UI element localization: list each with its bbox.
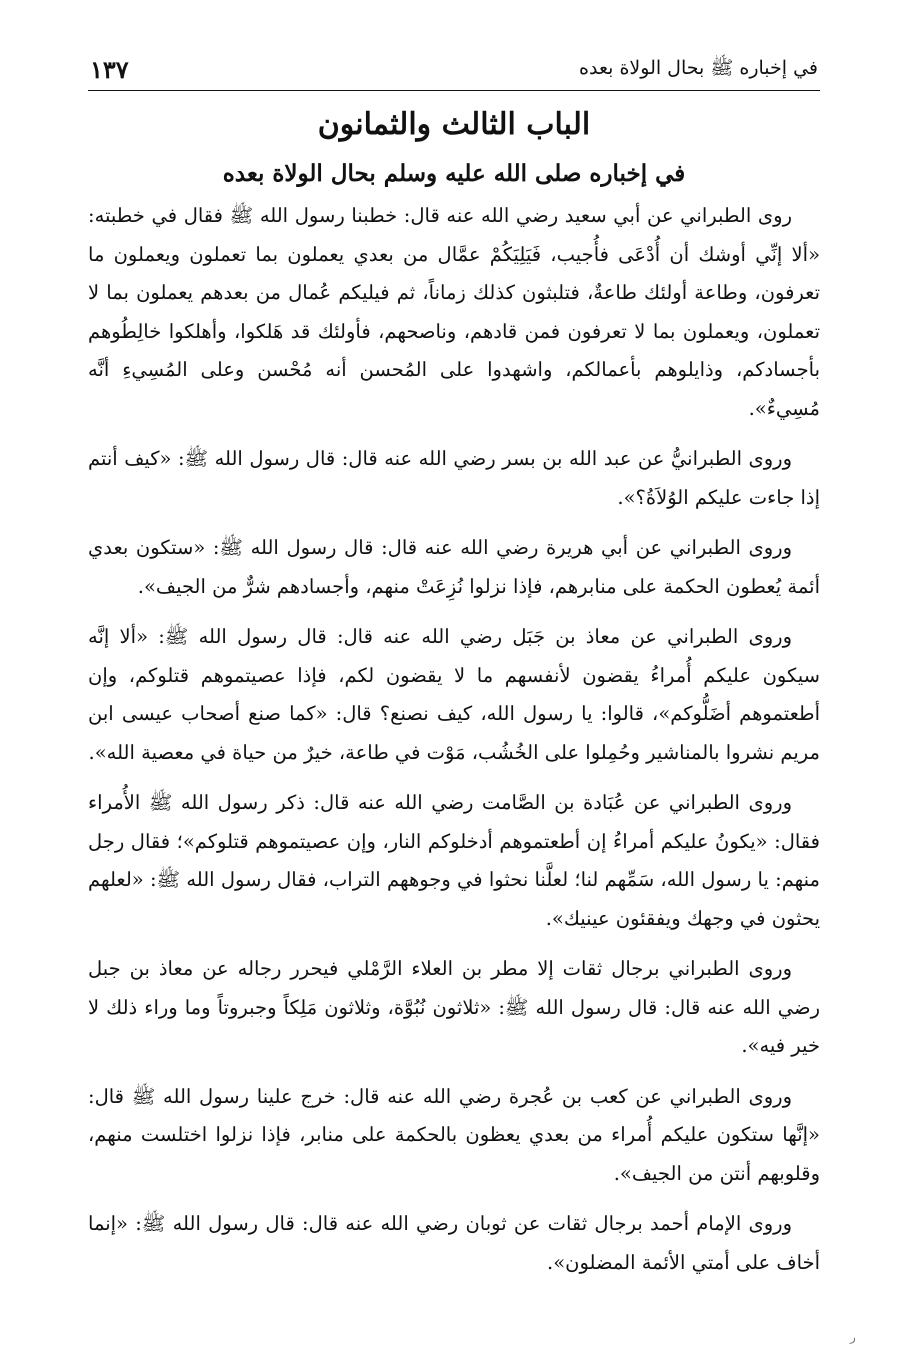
- page-number: ١٣٧: [90, 55, 129, 84]
- chapter-title: الباب الثالث والثمانون: [317, 107, 591, 142]
- paragraph: وروى الطبراني عن كعب بن عُجرة رضي الله عنه قال: خرج علينا رسول الله ﷺ قال: «إنَّها ستكون عليكم أُمراء من بعدي يعظون بالحكمة على منابر، فإذا نزلوا اختلست منهم، وقلوبهم أنتن من الجيف».: [88, 1084, 820, 1185]
- paragraph: وروى الطبراني برجال ثقات إلا مطر بن العلاء الرَّمْلي فيحرر رجاله عن معاذ بن جبل رضي الله عنه قال: قال رسول الله ﷺ: «ثلاثون نُبُوَّة، وثلاثون مَلِكاً وجبروتاً وما وراء ذلك لا خير فيه».: [88, 957, 820, 1057]
- paragraph: وروى الطبرانيُّ عن عبد الله بن بسر رضي الله عنه قال: قال رسول الله ﷺ: «كيف أنتم إذا جاءت عليكم الوُلاَةُ؟».: [88, 447, 820, 509]
- paragraph: وروى الطبراني عن معاذ بن جَبَل رضي الله عنه قال: قال رسول الله ﷺ: «ألا إنَّه سيكون عليكم أُمراءُ يقضون لأنفسهم ما لا يقضون لكم، فإذا عصيتموهم قتلوكم، وإن أطعتموهم أضَلُّوكم»، قالوا: يا رسول الله، كيف نصنع؟ قال: «كما صنع أصحاب عيسى ابن مريم نشروا بالمناشير وحُمِلوا على الخُشُب، مَوْت في طاعة، خيرٌ من حياة في معصية الله».: [88, 625, 820, 764]
- stray-mark: ر: [850, 1330, 856, 1344]
- running-title: في إخباره ﷺ بحال الولاة بعده: [579, 57, 818, 79]
- paragraph: وروى الطبراني عن عُبَادة بن الصَّامت رضي الله عنه قال: ذكر رسول الله ﷺ الأُمراء فقال: «يكونُ عليكم أمراءُ إن أطعتموهم أدخلوكم النار، وإن عصيتموهم قتلوكم»؛ فقال رجل منهم: يا رسول الله، سَمِّهم لنا؛ لعلَّنا نحثوا في وجوههم التراب، فقال رسول الله ﷺ: «لعلهم يحثون في وجهك ويفقئون عينيك».: [88, 791, 820, 930]
- paragraph: وروى الطبراني عن أبي هريرة رضي الله عنه قال: قال رسول الله ﷺ: «ستكون بعدي أئمة يُعطون الحكمة على منابرهم، فإذا نزلوا نُزِعَتْ منهم، وأجسادهم شرٌّ من الجيف».: [88, 536, 820, 598]
- paragraph: روى الطبراني عن أبي سعيد رضي الله عنه قال: خطبنا رسول الله ﷺ فقال في خطبته: «ألا إنِّي أوشك أن أُدْعَى فأُجيب، فَيَلِيَكُمْ عمَّال من بعدي يعملون بما تعملون ويعملون ما تعرفون، وطاعة أولئك طاعةٌ، فتلبثون كذلك زماناً، ثم فيليكم عُمال من بعدهم يعملون بما لا تعملون، ويعملون بما لا تعرفون فمن قادهم، وناصحهم، فأولئك قد هَلكوا، وأهلكوا خالِطُوهم بأجسادكم، وذايلوهم بأعمالكم، واشهدوا على المُحسن أنه مُحْسن وعلى المُسِيءِ أنَّه مُسِيءٌ».: [88, 204, 820, 420]
- body-text: [88, 197, 820, 1282]
- page-header: [88, 50, 820, 91]
- paragraph: وروى الإمام أحمد برجال ثقات عن ثوبان رضي الله عنه قال: قال رسول الله ﷺ: «إنما أخاف على أمتي الأئمة المضلون».: [88, 1212, 820, 1274]
- chapter-subtitle: في إخباره صلى الله عليه وسلم بحال الولاة بعده: [222, 160, 686, 187]
